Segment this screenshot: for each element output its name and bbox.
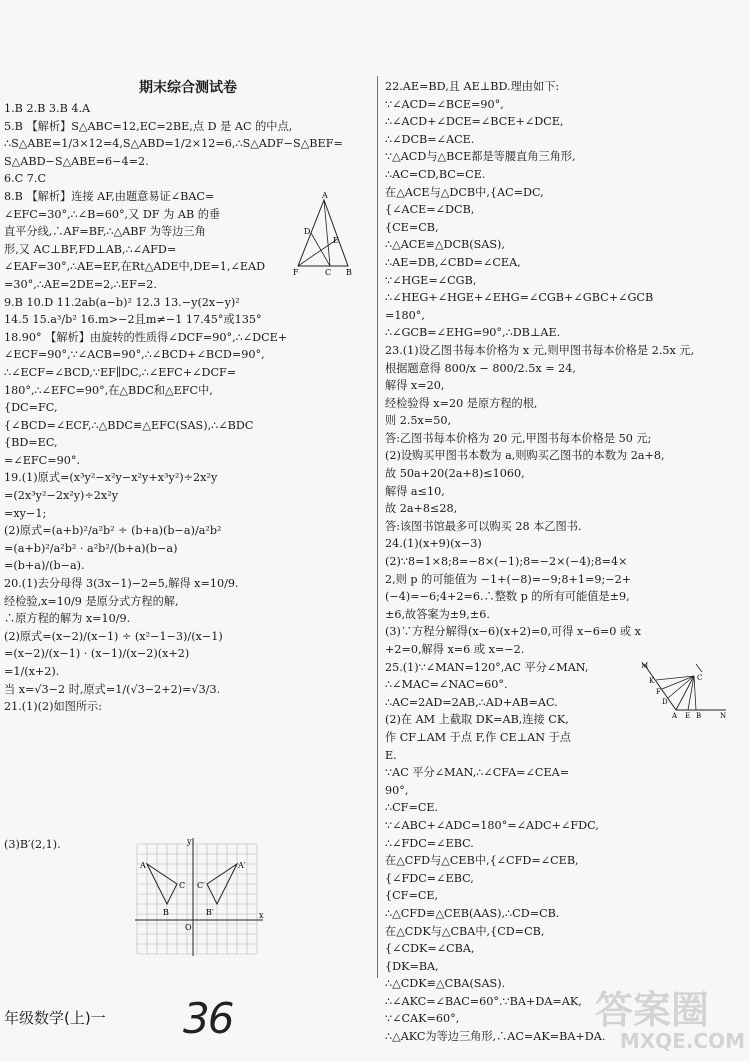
q8-triangle-figure [292, 188, 358, 278]
q21-label-a: A [140, 861, 146, 870]
right-answer-line: ±6,故答案为±9,±6. [385, 607, 490, 621]
left-answer-line: {DC=FC, [4, 401, 58, 415]
right-answer-line: ∴∠DCB=∠ACE. [385, 132, 475, 146]
left-answer-line: (2)原式=(x−2)/(x−1) ÷ (x²−1−3)/(x−1) [4, 629, 223, 643]
right-answer-line: (3)∵方程分解得(x−6)(x+2)=0,可得 x−6=0 或 x [385, 625, 641, 639]
q21-label-c-prime: C′ [197, 881, 205, 890]
left-answer-line: 经检验,x=10/9 是原分式方程的解, [4, 594, 179, 608]
right-answer-line: 90°, [385, 783, 409, 797]
right-answer-line: 23.(1)设乙图书每本价格为 x 元,则甲图书每本价格是 2.5x 元, [385, 343, 695, 357]
q25-label-c: C [697, 674, 703, 682]
right-column [385, 78, 745, 1046]
right-answer-line: 故 2a+8≤28, [385, 502, 458, 516]
page-title: 期末综合测试卷 [139, 80, 237, 96]
left-answer-line: =xy−1; [4, 506, 47, 520]
right-answer-line: ∴∠FDC=∠EBC. [385, 836, 474, 850]
right-answer-line: ∴△AKC为等边三角形,∴AC=AK=BA+DA. [385, 1030, 606, 1044]
right-answer-line: ∴∠ACD+∠DCE=∠BCE+∠DCE, [385, 115, 564, 129]
right-answer-line: 在△CDK与△CBA中,{CD=CB, [385, 924, 545, 938]
q8-label-b: B [346, 268, 352, 277]
right-answer-line: 解得 a≤10, [385, 484, 445, 498]
q8-label-f: F [293, 268, 299, 277]
q25-label-m: M [641, 662, 649, 670]
left-answer-line: 1.B 2.B 3.B 4.A [4, 102, 91, 115]
right-answer-line: 解得 x=20, [385, 379, 445, 393]
left-answer-line: 形,又 AC⊥BF,FD⊥AB,∴∠AFD= [4, 242, 177, 256]
right-answer-line: ∵△ACD与△BCE都是等腰直角三角形, [385, 150, 576, 164]
right-answer-line: ∴∠GCB=∠EHG=90°,∴DB⊥AE. [385, 326, 561, 340]
right-answer-line: ∴∠HEG+∠HGE+∠EHG=∠CGB+∠GBC+∠GCB [385, 291, 654, 305]
right-answer-line: 则 2.5x=50, [385, 414, 452, 428]
right-answer-line: ∵∠CAK=60°, [385, 1012, 460, 1026]
page-number: 36 [183, 994, 233, 1043]
right-answers [385, 78, 745, 1046]
right-answer-line: {∠FDC=∠EBC, [385, 871, 474, 885]
right-answer-line: 2,则 p 的可能值为 −1+(−8)=−9;8+1=9;−2+ [385, 572, 632, 586]
right-answer-line: ∴AE=DB,∠CBD=∠CEA, [385, 255, 521, 269]
right-answer-line: ∴△CFD≌△CEB(AAS),∴CD=CB. [385, 906, 560, 920]
left-answer-line: ∠ECF=90°,∵∠ACB=90°,∴∠BCD+∠BCD=90°, [4, 348, 265, 362]
left-answer-line: (2)原式=(a+b)²/a²b² ÷ (b+a)(b−a)/a²b² [4, 524, 222, 538]
left-answer-line: =(x−2)/(x−1) · (x−1)/(x−2)(x+2) [4, 647, 190, 661]
right-answer-line: 25.(1)∵∠MAN=120°,AC 平分∠MAN, [385, 660, 589, 674]
right-answer-line: 24.(1)(x+9)(x−3) [385, 537, 482, 551]
left-answer-line: 14.5 15.a³/b² 16.m>−2且m≠−1 17.45°或135° [4, 313, 262, 327]
right-answer-line: +2=0,解得 x=6 或 x=−2. [385, 643, 525, 656]
left-answer-line: S△ABD−S△ABE=6−4=2. [4, 154, 149, 168]
q21-label-a-prime: A′ [238, 861, 246, 870]
q25-label-k: K [649, 677, 655, 685]
left-answer-line: 20.(1)去分母得 3(3x−1)−2=5,解得 x=10/9. [4, 577, 239, 591]
left-answer-line: ∴S△ABE=1/3×12=4,S△ABD=1/2×12=6,∴S△ADF−S△BEF= [4, 137, 343, 151]
right-answer-line: ∴∠MAC=∠NAC=60°. [385, 678, 508, 692]
q25-label-n: N [720, 712, 727, 720]
q25-label-b: B [696, 712, 702, 720]
right-answer-line: =180°, [385, 308, 425, 322]
right-answer-line: {CF=CE, [385, 889, 439, 903]
right-answer-line: (−4)=−6;4+2=6.∴整数 p 的所有可能值是±9, [385, 590, 630, 604]
q8-label-e: E [333, 236, 339, 245]
left-answer-line: =(b+a)/(b−a). [4, 559, 85, 573]
q21-label-x: x [259, 911, 264, 920]
q21-label-y: y [187, 837, 192, 846]
right-answer-line: 22.AE=BD,且 AE⊥BD.理由如下: [385, 80, 560, 93]
left-answer-line: ∠EAF=30°,∴AE=EF,在Rt△ADE中,DE=1,∠EAD [4, 260, 266, 274]
right-answer-line: 答:乙图书每本价格为 20 元,甲图书每本价格是 50 元; [385, 431, 652, 445]
right-answer-line: {DK=BA, [385, 959, 439, 973]
q21-label-origin: O [185, 923, 192, 932]
left-answer-line: 18.90° 【解析】由旋转的性质得∠DCF=90°,∴∠DCE+ [4, 330, 288, 344]
left-answer-line: {∠BCD=∠ECF,∴△BDC≌△EFC(SAS),∴∠BDC [4, 418, 254, 432]
right-answer-line: (2)∵8=1×8;8=−8×(−1);8=−2×(−4);8=4× [385, 555, 628, 569]
right-answer-line: ∵∠ABC+∠ADC=180°=∠ADC+∠FDC, [385, 818, 599, 832]
left-answer-line: 180°,∴∠EFC=90°,在△BDC和△EFC中, [4, 383, 213, 397]
left-answer-line: =(2x³y²−2x²y)÷2x²y [4, 489, 119, 503]
left-answer-line: {BD=EC, [4, 436, 58, 450]
right-answer-line: {∠CDK=∠CBA, [385, 942, 475, 956]
footer-grade-label: 年级数学(上)一 [4, 1009, 106, 1027]
right-answer-line: ∴△ACE≌△DCB(SAS), [385, 238, 505, 252]
q21-label-c: C [179, 881, 186, 890]
left-answer-line: 21.(1)(2)如图所示: [4, 700, 103, 714]
q25-label-d: D [662, 698, 668, 706]
q8-label-d: D [304, 227, 311, 236]
left-answer-line: =30°,∴AE=2DE=2,∴EF=2. [4, 277, 157, 291]
right-answer-line: 在△CFD与△CEB中,{∠CFD=∠CEB, [385, 854, 579, 868]
q25-label-a: A [672, 712, 678, 720]
left-answer-line: 19.(1)原式=(x³y²−x²y−x²y+x³y²)÷2x²y [4, 471, 218, 485]
right-answer-line: {CE=CB, [385, 220, 439, 234]
right-answer-line: 经检验得 x=20 是原方程的根, [385, 396, 538, 410]
right-answer-line: 作 CF⊥AM 于点 F,作 CE⊥AN 于点 [385, 730, 571, 744]
right-answer-line: 在△ACE与△DCB中,{AC=DC, [385, 185, 544, 199]
right-answer-line: (2)设购买甲图书本数为 a,则购买乙图书的本数为 2a+8, [385, 449, 665, 463]
right-answer-line: {∠ACE=∠DCB, [385, 203, 475, 217]
left-answer-line: ∴∠ECF=∠BCD,∵EF∥DC,∴∠EFC+∠DCF= [4, 365, 237, 379]
q25-figure [640, 658, 732, 720]
right-answer-line: (2)在 AM 上截取 DK=AB,连接 CK, [385, 713, 569, 727]
right-answer-line: ∵∠ACD=∠BCE=90°, [385, 97, 504, 111]
watermark-line2: MXQE.COM [619, 1029, 745, 1053]
right-answer-line: ∴△CDK≌△CBA(SAS). [385, 977, 506, 991]
watermark-logo [595, 990, 745, 1056]
q25-label-e: E [685, 712, 691, 720]
q21-grid-figure [133, 836, 269, 960]
left-answer-line: ∴原方程的解为 x=10/9. [4, 612, 131, 626]
q21-label-b-prime: B′ [206, 908, 214, 917]
left-answer-line: =1/(x+2). [4, 665, 60, 678]
left-answer-line: 6.C 7.C [4, 172, 47, 186]
right-answer-line: ∴∠AKC=∠BAC=60°.∵BA+DA=AK, [385, 994, 582, 1008]
q8-label-a: A [322, 191, 328, 200]
left-answer-line: =(a+b)²/a²b² · a²b²/(b+a)(b−a) [4, 541, 178, 555]
left-answer-line: (3)B′(2,1). [4, 837, 61, 851]
left-answer-line: 直平分线,∴AF=BF,∴△ABF 为等边三角 [4, 225, 206, 239]
right-answer-line: ∴AC=2AD=2AB,∴AD+AB=AC. [385, 695, 558, 709]
right-answer-line: ∵AC 平分∠MAN,∴∠CFA=∠CEA= [385, 766, 570, 780]
right-answer-line: ∴CF=CE. [385, 801, 439, 815]
column-divider [377, 76, 378, 978]
left-answer-line: 8.B 【解析】连接 AF,由题意易证∠BAC= [4, 189, 215, 203]
left-answer-line: =∠EFC=90°. [4, 453, 80, 467]
q8-label-c: C [325, 268, 332, 277]
left-answer-line: 当 x=√3−2 时,原式=1/(√3−2+2)=√3/3. [4, 682, 221, 696]
q25-label-f: F [656, 688, 661, 696]
watermark-line1: 答案圈 [595, 988, 710, 1032]
right-answer-line: ∵∠HGE=∠CGB, [385, 273, 477, 287]
right-answer-line: E. [385, 748, 397, 762]
left-answer-line: ∠EFC=30°,∴∠B=60°,又 DF 为 AB 的垂 [4, 207, 221, 221]
right-answer-line: 故 50a+20(2a+8)≤1060, [385, 467, 525, 481]
left-answer-line: 9.B 10.D 11.2ab(a−b)² 12.3 13.−y(2x−y)² [4, 295, 240, 309]
left-answer-line: 5.B 【解析】S△ABC=12,EC=2BE,点 D 是 AC 的中点, [4, 119, 293, 133]
right-answer-line: 答:该图书馆最多可以购买 28 本乙图书. [385, 519, 582, 533]
q21-label-b: B [163, 908, 169, 917]
right-answer-line: ∴AC=CD,BC=CE. [385, 167, 486, 181]
right-answer-line: 根据题意得 800/x − 800/2.5x = 24, [385, 361, 576, 375]
